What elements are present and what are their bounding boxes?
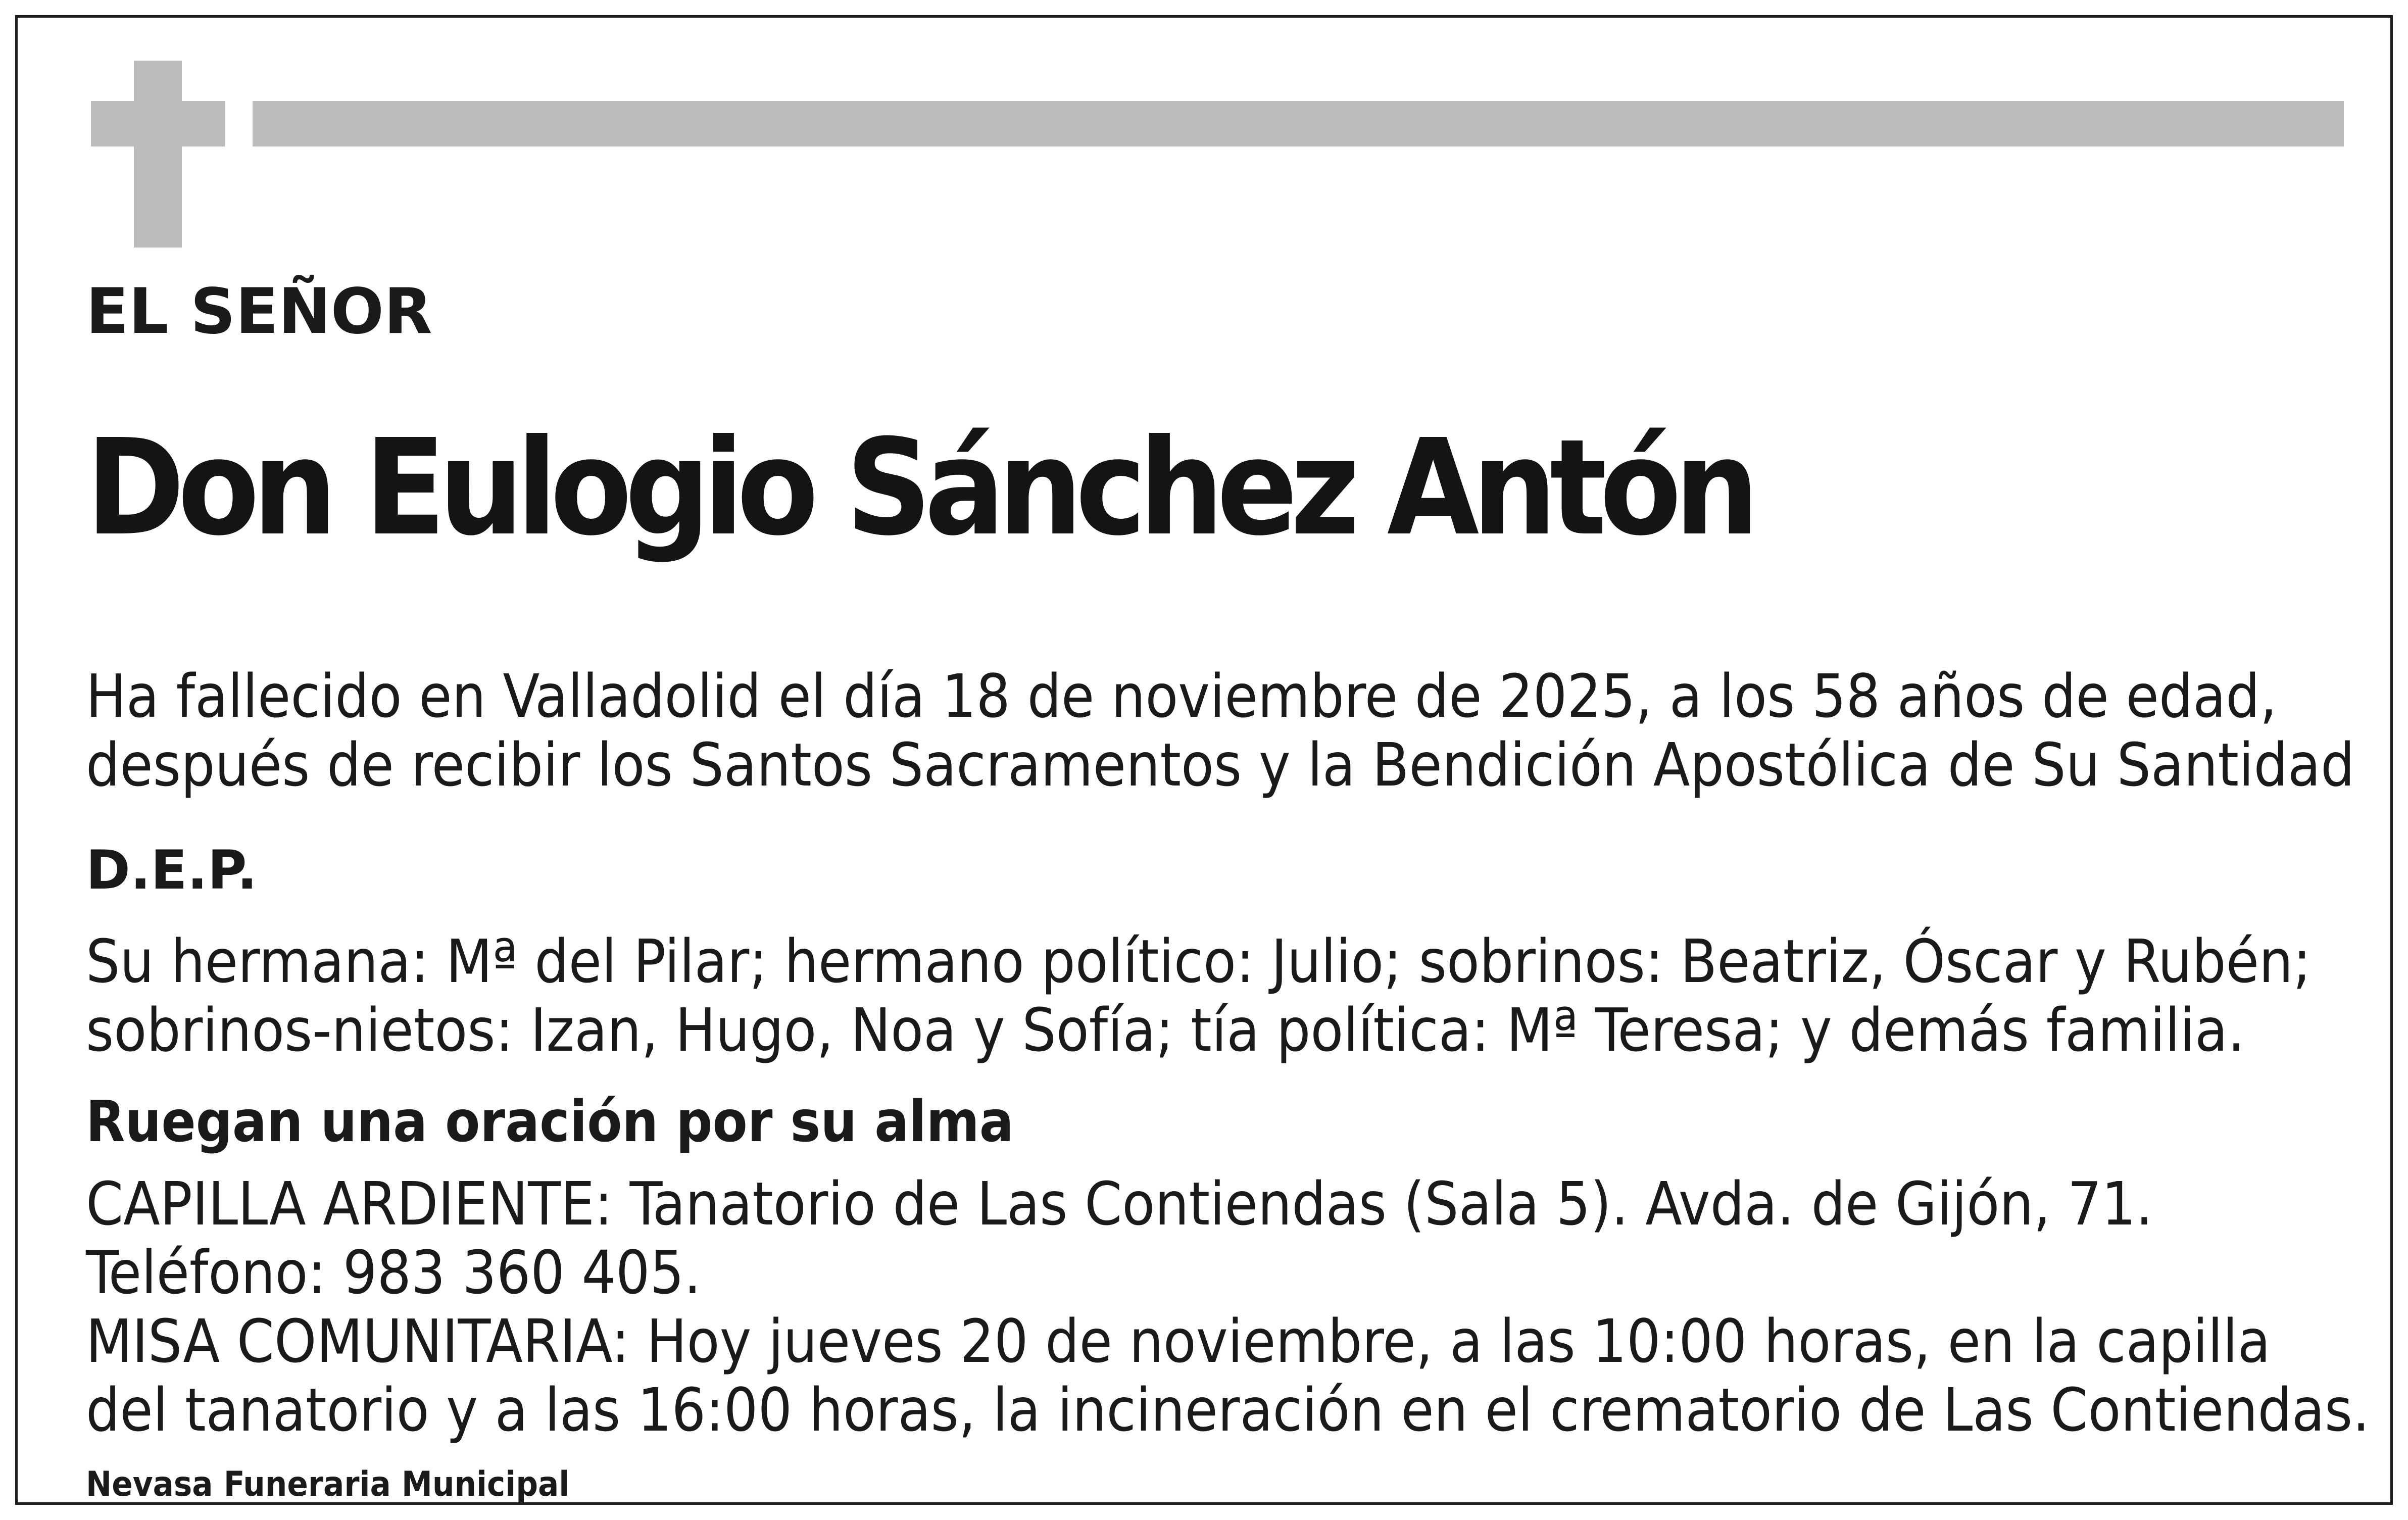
funeral-home-name: Nevasa Funeraria Municipal — [86, 1464, 570, 1504]
dep-label: D.E.P. — [86, 839, 258, 901]
death-announcement-line: Ha fallecido en Valladolid el día 18 de noviembre de 2025, a los 58 años de edad, — [86, 661, 2277, 731]
obituary-notice — [15, 15, 2393, 1505]
header-rule — [253, 101, 2344, 146]
prayer-request: Ruegan una oración por su alma — [86, 1089, 1014, 1155]
cross-horizontal-bar — [91, 101, 225, 146]
service-info-line: del tanatorio y a las 16:00 horas, la incineración en el crematorio de Las Contiendas. — [86, 1375, 2370, 1445]
service-info-line: Teléfono: 983 360 405. — [86, 1238, 701, 1307]
notice-title: EL SEÑOR — [86, 275, 432, 348]
service-info — [86, 1169, 2370, 1444]
death-announcement — [86, 662, 2354, 799]
family-list — [86, 927, 2311, 1064]
deceased-name: Don Eulogio Sánchez Antón — [86, 411, 1752, 565]
death-announcement-line: después de recibir los Santos Sacramentos y la Bendición Apostólica de Su Santidad — [86, 730, 2355, 800]
family-line: Su hermana: Mª del Pilar; hermano político: Julio; sobrinos: Beatriz, Óscar y Rubén; — [86, 926, 2312, 996]
service-info-line: CAPILLA ARDIENTE: Tanatorio de Las Contiendas (Sala 5). Avda. de Gijón, 71. — [86, 1169, 2153, 1239]
service-info-line: MISA COMUNITARIA: Hoy jueves 20 de noviembre, a las 10:00 horas, en la capilla — [86, 1306, 2271, 1376]
family-line: sobrinos-nietos: Izan, Hugo, Noa y Sofía; tía política: Mª Teresa; y demás familia. — [86, 995, 2245, 1065]
cross-vertical-bar — [134, 61, 182, 248]
